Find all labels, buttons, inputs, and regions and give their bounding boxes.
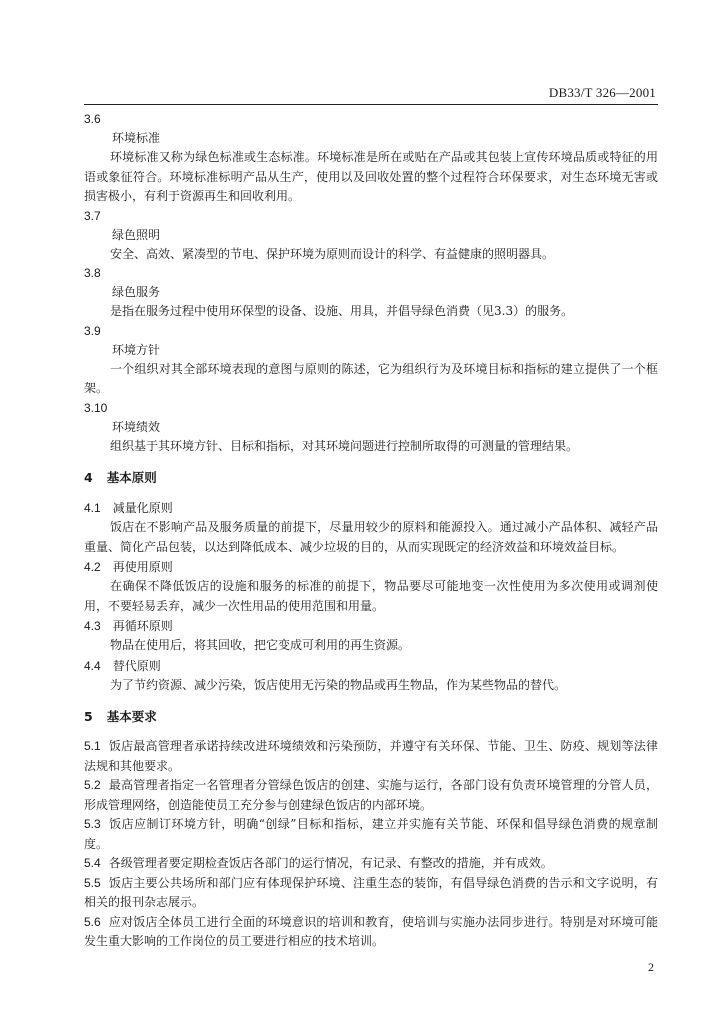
definition-text: 安全、高效、紧凑型的节电、保护环境为原则而设计的科学、有益健康的照明器具。 xyxy=(110,246,555,261)
definition-number: 3.9 xyxy=(84,323,101,338)
page-number: 2 xyxy=(648,960,654,974)
definition-3-10 xyxy=(84,399,658,457)
document-body xyxy=(84,110,658,952)
definition-3-9 xyxy=(84,322,658,399)
clause-heading xyxy=(84,616,658,636)
clause-4-4 xyxy=(84,656,658,696)
clause-title: 替代原则 xyxy=(112,658,161,673)
clause-text: 物品在使用后，将其回收，把它变成可利用的再生资源。 xyxy=(110,638,411,652)
clause-text: 为了节约资源、减少污染，饭店使用无污染的物品或再生物品，作为某些物品的替代。 xyxy=(110,677,567,692)
chapter-4-heading xyxy=(84,468,658,488)
clause-heading xyxy=(84,656,658,676)
requirement-number: 5.2 xyxy=(84,778,101,792)
requirement-number: 5.5 xyxy=(84,875,101,890)
requirement-text: 各级管理者要定期检查饭店各部门的运行情况，有记录、有整改的措施，并有成效。 xyxy=(108,856,553,870)
clause-number: 4.3 xyxy=(84,619,101,633)
definition-text: 环境标准又称为绿色标准或生态标准。环境标准是所在或贴在产品或其包装上宣传环境品质或特征的用语或象征符合。环境标准标明产品从生产，使用以及回收处置的整个过程符合环保要求，对生态环境无害或损害极小，有利于资源再生和回收利用。 xyxy=(84,150,658,203)
requirement-number: 5.1 xyxy=(84,739,101,753)
definition-3-8 xyxy=(84,264,658,322)
definition-3-7 xyxy=(84,207,658,265)
requirement-text: 应对饭店全体员工进行全面的环境意识的培训和教育，使培训与实施办法同步进行。特别是对环境可能发生重大影响的工作岗位的员工要进行相应的技术培训。 xyxy=(84,914,658,948)
definition-term: 环境标准 xyxy=(112,131,161,145)
chapter-title: 基本原则 xyxy=(106,470,157,485)
requirement-5-6 xyxy=(84,913,658,952)
requirement-number: 5.3 xyxy=(84,817,101,831)
definition-number: 3.8 xyxy=(84,266,101,280)
clause-4-3 xyxy=(84,616,658,656)
clause-number: 4.2 xyxy=(84,560,101,574)
requirement-text: 饭店最高管理者承诺持续改进环境绩效和污染预防，并遵守有关环保、节能、卫生、防疫、规划等法律法规和其他要求。 xyxy=(84,739,658,773)
requirement-text: 最高管理者指定一名管理者分管绿色饭店的创建、实施与运行，各部门设有负责环境管理的分管人员，形成管理网络，创造能使员工充分参与创建绿色饭店的内部环境。 xyxy=(84,778,658,812)
definition-text: 组织基于其环境方针、目标和指标，对其环境问题进行控制所取得的可测量的管理结果。 xyxy=(110,438,579,453)
clause-4-1 xyxy=(84,498,658,557)
chapter-number: 4 xyxy=(84,470,93,485)
requirement-text: 饭店主要公共场所和部门应有体现保护环境、注重生态的装饰，有倡导绿色消费的告示和文字说明，有相关的报刊杂志展示。 xyxy=(84,875,658,909)
clause-number: 4.1 xyxy=(84,501,101,515)
chapter-5-heading xyxy=(84,707,658,727)
header-rule xyxy=(84,104,658,105)
clause-text: 饭店在不影响产品及服务质量的前提下，尽量用较少的原料和能源投入。通过减小产品体积、减轻产品重量、简化产品包装，以达到降低成本、减少垃圾的目的，从而实现既定的经济效益和环境效益目标。 xyxy=(84,520,658,554)
requirement-5-3 xyxy=(84,815,658,854)
definition-term: 环境绩效 xyxy=(112,419,161,434)
document-code-header: DB33/T 326—2001 xyxy=(548,85,656,100)
definition-term: 绿色服务 xyxy=(112,285,161,299)
definition-text: 一个组织对其全部环境表现的意图与原则的陈述，它为组织行为及环境目标和指标的建立提供了一个框架。 xyxy=(84,361,658,395)
requirement-5-4 xyxy=(84,854,658,874)
requirement-number: 5.4 xyxy=(84,856,101,870)
requirement-text: 饭店应制订环境方针，明确“创绿”目标和指标，建立并实施有关节能、环保和倡导绿色消费的规章制度。 xyxy=(84,817,658,851)
clause-number: 4.4 xyxy=(84,658,101,673)
chapter-number: 5 xyxy=(84,709,93,724)
clause-title: 减量化原则 xyxy=(112,501,173,515)
definition-number: 3.6 xyxy=(84,112,101,126)
definition-term: 环境方针 xyxy=(112,342,161,357)
clause-4-2 xyxy=(84,557,658,616)
requirement-5-1 xyxy=(84,737,658,776)
requirement-5-2 xyxy=(84,776,658,815)
clause-title: 再循环原则 xyxy=(112,619,173,633)
chapter-title: 基本要求 xyxy=(106,709,157,724)
definition-text: 是指在服务过程中使用环保型的设备、设施、用具，并倡导绿色消费（见3.3）的服务。 xyxy=(110,304,574,318)
definition-term: 绿色照明 xyxy=(112,227,161,242)
clause-text: 在确保不降低饭店的设施和服务的标准的前提下，物品要尽可能地变一次性使用为多次使用或调剂使用，不要轻易丢弃，减少一次性用品的使用范围和用量。 xyxy=(84,579,658,613)
definition-number: 3.7 xyxy=(84,208,101,223)
clause-heading xyxy=(84,557,658,577)
requirement-5-5 xyxy=(84,874,658,913)
clause-title: 再使用原则 xyxy=(112,560,173,574)
definition-number: 3.10 xyxy=(84,400,108,415)
requirement-number: 5.6 xyxy=(84,914,101,929)
clause-heading xyxy=(84,498,658,518)
definition-3-6 xyxy=(84,110,658,207)
